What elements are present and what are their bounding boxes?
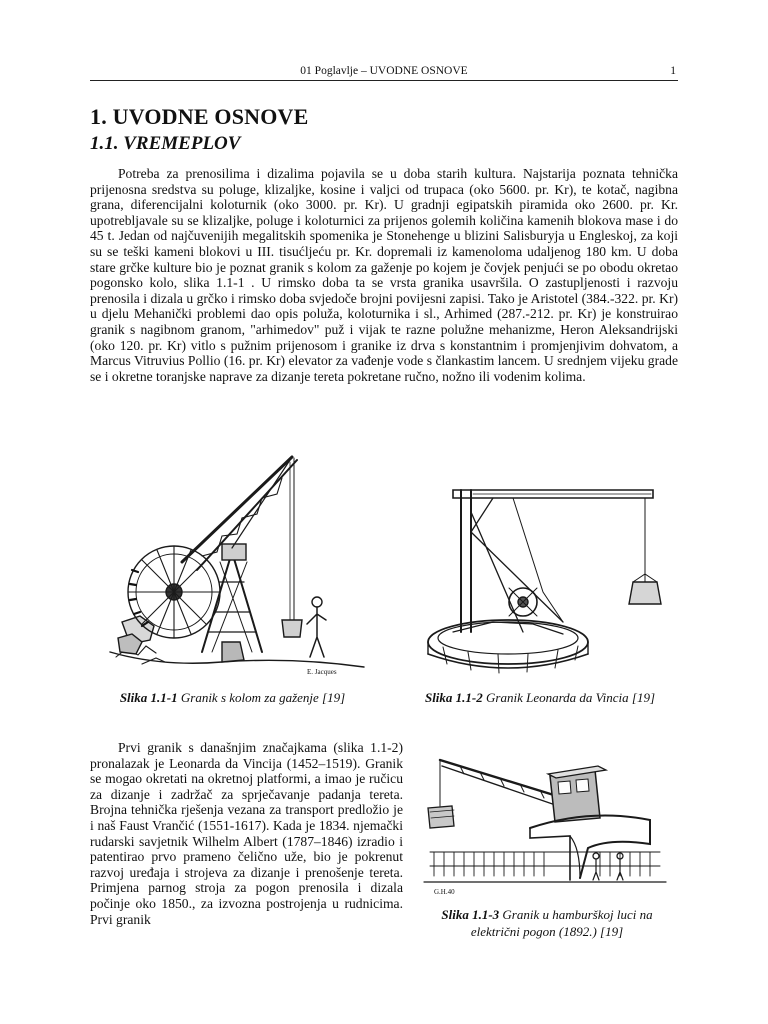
figure-3-artist-mark: G.H.40: [434, 888, 455, 896]
leonardo-crane-illustration: [413, 472, 675, 682]
figure-2-caption: [395, 690, 685, 706]
section-title: 1.1. VREMEPLOV: [90, 133, 241, 154]
page-number: 1: [670, 65, 676, 77]
figure-1-caption: [90, 690, 375, 706]
figure-1-text: Granik s kolom za gaženje [19]: [180, 690, 346, 705]
figure-treadwheel-crane: [102, 452, 372, 682]
running-header: [90, 64, 678, 81]
header-title: 01 Poglavlje – UVODNE OSNOVE: [300, 65, 468, 77]
chapter-title: 1. UVODNE OSNOVE: [90, 104, 309, 129]
figure-1-label: Slika 1.1-1: [119, 690, 178, 705]
treadwheel-crane-illustration: [102, 452, 372, 682]
figure-leonardo-crane: [413, 472, 675, 682]
hamburg-crane-illustration: [420, 748, 670, 898]
figure-3-text: Granik u hamburškoj luci na električni pogon (1892.) [19]: [470, 907, 653, 939]
intro-paragraph: Potreba za prenosilima i dizalima pojavila se u doba starih kultura. Najstarija poznata tehnička prijenosna sredstva su poluge, klizaljke, kosine i valjci od trupaca (oko 5600. pr. Kr), te kotač, nagibna grana, diferencijalni koloturnik (oko 3000. pr. Kr). U gradnji egipatskih piramida oko 2600. pr. Kr. upotrebljavale su se klizaljke, poluge i koloturnici za prijenos golemih količina kamenih blokova mase i do 45 t. Jedan od najčuvenijih megalitskih spomenika je Stonehenge u blizini Salisburyja u Engleskoj, za koji su se teški kameni blokovi u III. tisućljeću pr. Kr. dopremali iz kamenoloma udaljenog 180 km. U doba stare grčke kulture bio je poznat granik s kolom za gaženje po kojem je čovjek penjući se po obodu okretao pogonsko kolo, slika 1.1-1 . U rimsko doba ta se vrsta granika usavršila. O zastupljenosti i razvoju prenosila i dizala u grčko i rimsko doba svjedoče brojni povijesni zapisi. Tako je Aristotel (384.-322. pr. Kr) u djelu Mehanički problemi dao opis poluža, koloturnika i sl., Arhimed (287.-212. pr. Kr) je konstruirao granik s nagibnom granom, "arhimedov" puž i vijak te razne polužne mehanizme, Heron Aleksandrijski (oko 120. pr. Kr) vitlo s pužnim prijenosom i granike iz drva s konstantnim i promjenjivim dohvatom, a Marcus Vitruvius Pollio (16. pr. Kr) elevator za vađenje vode s člankastim lancem. U srednjem vijeku grade se i okretne toranjske naprave za dizanje tereta pokretane ručno, nožno ili vodenim kolima.: [90, 166, 678, 384]
second-paragraph: Prvi granik s današnjim značajkama (slika 1.1-2) pronalazak je Leonarda da Vincija (1452–1519). Granik se mogao okretati na okretnoj platformi, a imao je ručicu za dizanje i zadržač za sprječavanje padanja tereta. Brojna tehnička rješenja vezana za transport predložio je i naš Faust Vrančić (1551-1617). Kada je 1834. njemački rudarski savjetnik Wilhelm Albert (1787–1846) izradio i patentirao prvo prameno čelično uže, bio je pokrenut razvoj uređaja i strojeva za dizanje i prenošenje tereta. Primjena parnog stroja za pogon prenosila i dizala počinje oko 1850., za izvozna postrojenja u rudnicima. Prvi granik: [90, 740, 403, 927]
figure-1-artist-mark: E. Jacques: [307, 668, 337, 676]
figure-3-label: Slika 1.1-3: [441, 907, 500, 922]
figure-2-text: Granik Leonarda da Vincia [19]: [486, 690, 656, 705]
figure-3-caption: [416, 906, 678, 940]
figure-hamburg-crane: [420, 748, 670, 898]
figure-2-label: Slika 1.1-2: [424, 690, 483, 705]
